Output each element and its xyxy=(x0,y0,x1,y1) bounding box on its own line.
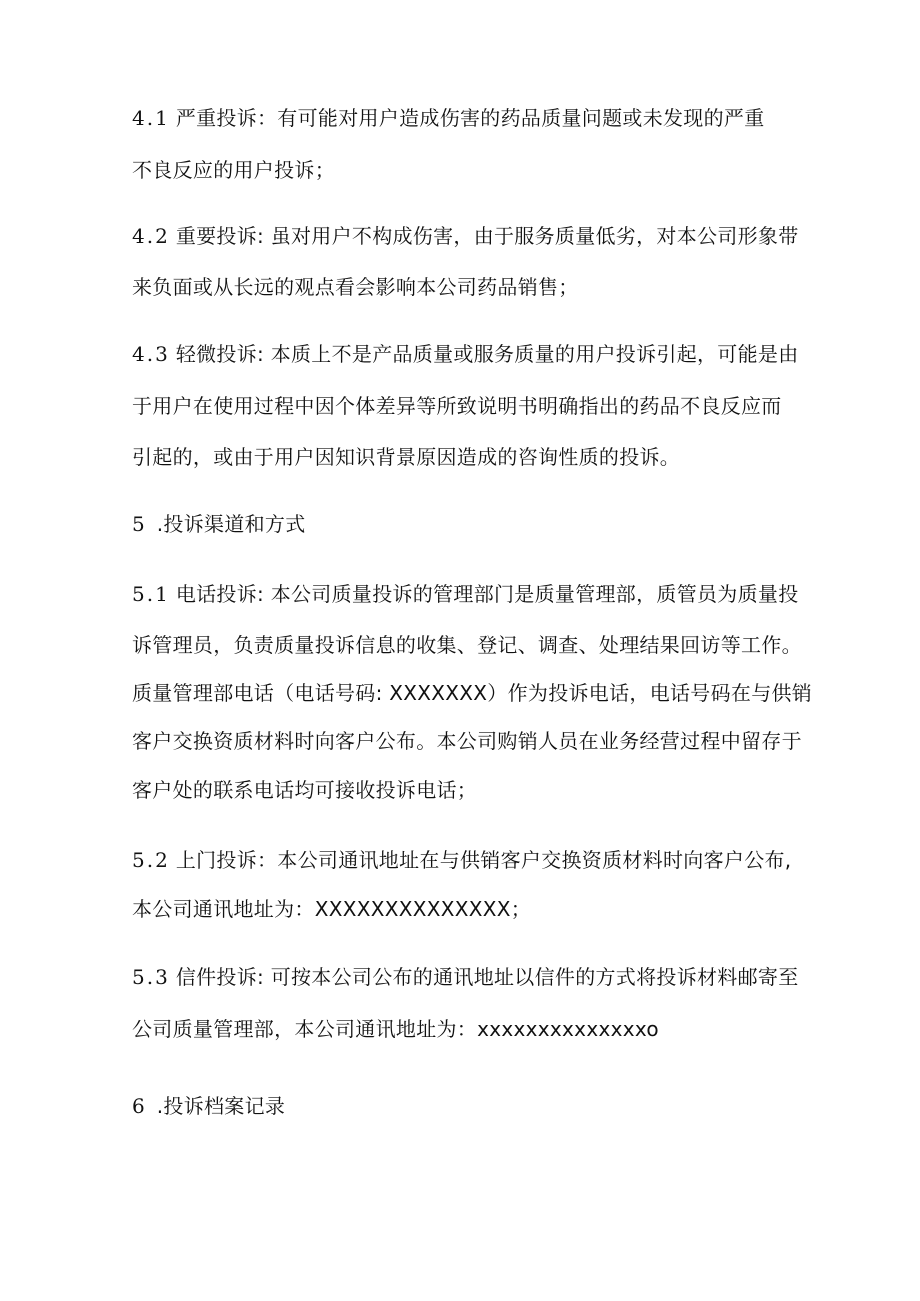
section-number: 4.2 xyxy=(132,224,170,248)
paragraph-5-3-line-1 xyxy=(132,963,832,991)
section-6-heading xyxy=(132,1092,832,1120)
paragraph-text: 轻微投诉: 本质上不是产品质量或服务质量的用户投诉引起，可能是由 xyxy=(175,342,799,366)
section-number: 5 xyxy=(132,512,147,536)
paragraph-text: 信件投诉: 可按本公司公布的通讯地址以信件的方式将投诉材料邮寄至 xyxy=(175,965,799,989)
paragraph-5-1-line-5: 客户处的联系电话均可接收投诉电话； xyxy=(132,778,478,802)
section-number: 6 xyxy=(132,1094,147,1118)
paragraph-4-3-line-2: 于用户在使用过程中因个体差异等所致说明书明确指出的药品不良反应而 xyxy=(132,394,782,418)
paragraph-4-2-line-2: 来负面或从长远的观点看会影响本公司药品销售； xyxy=(132,275,579,299)
paragraph-4-3-line-3: 引起的，或由于用户因知识背景原因造成的咨询性质的投诉。 xyxy=(132,445,681,469)
paragraph-5-1-line-2: 诉管理员，负责质量投诉信息的收集、登记、调查、处理结果回访等工作。 xyxy=(132,633,802,657)
paragraph-text: 上门投诉：本公司通讯地址在与供销客户交换资质材料时向客户公布, xyxy=(175,848,792,872)
paragraph-text: 重要投诉: 虽对用户不构成伤害，由于服务质量低劣，对本公司形象带 xyxy=(175,224,799,248)
section-title: .投诉档案记录 xyxy=(156,1094,286,1118)
section-number: 5.1 xyxy=(132,582,170,606)
section-number: 5.2 xyxy=(132,848,170,872)
paragraph-4-1-line-1 xyxy=(132,104,832,132)
paragraph-5-2-line-1 xyxy=(132,846,832,874)
section-title: .投诉渠道和方式 xyxy=(156,512,306,536)
paragraph-text: 严重投诉：有可能对用户造成伤害的药品质量问题或未发现的严重 xyxy=(175,106,765,130)
paragraph-text: 电话投诉: 本公司质量投诉的管理部门是质量管理部，质管员为质量投 xyxy=(175,582,799,606)
section-number: 5.3 xyxy=(132,965,170,989)
section-number: 4.3 xyxy=(132,342,170,366)
paragraph-4-3-line-1 xyxy=(132,340,832,368)
section-5-heading xyxy=(132,510,832,538)
paragraph-5-2-line-2: 本公司通讯地址为：XXXXXXXXXXXXXX； xyxy=(132,897,532,921)
paragraph-5-3-line-2: 公司质量管理部，本公司通讯地址为：xxxxxxxxxxxxxxo xyxy=(132,1017,659,1041)
paragraph-5-1-line-3: 质量管理部电话（电话号码: XXXXXXX）作为投诉电话，电话号码在与供销 xyxy=(132,681,813,705)
paragraph-4-1-line-2: 不良反应的用户投诉； xyxy=(132,158,335,182)
paragraph-4-2-line-1 xyxy=(132,222,832,250)
paragraph-5-1-line-1 xyxy=(132,580,832,608)
paragraph-5-1-line-4: 客户交换资质材料时向客户公布。本公司购销人员在业务经营过程中留存于 xyxy=(132,729,802,753)
section-number: 4.1 xyxy=(132,106,170,130)
